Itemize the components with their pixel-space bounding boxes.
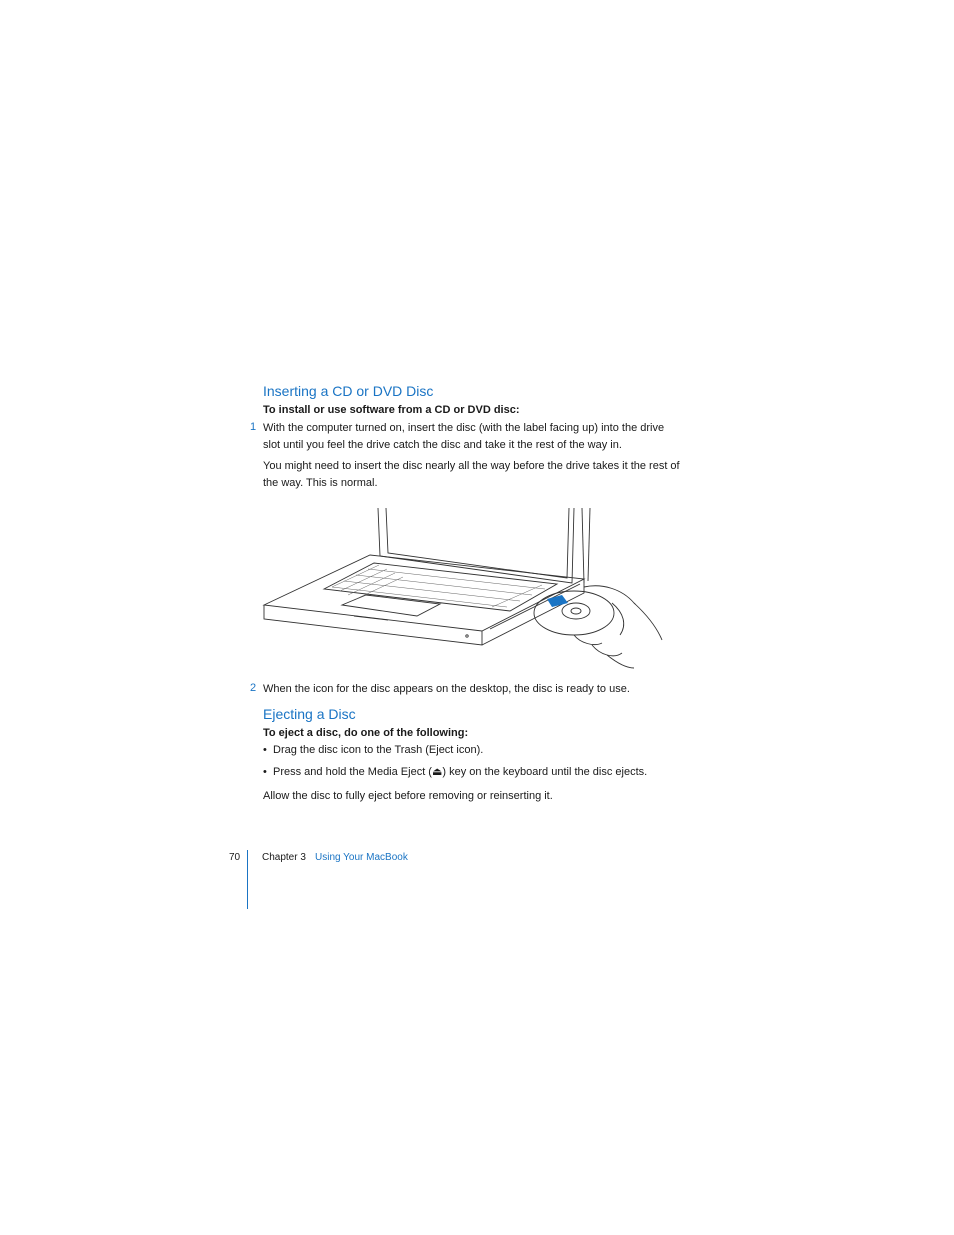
footer-chapter-title: Using Your MacBook bbox=[315, 852, 408, 863]
instruction-lead-install: To install or use software from a CD or DVD disc: bbox=[263, 404, 520, 416]
eject-bullet-2-text: Press and hold the Media Eject (⏏) key on the keyboard until the disc ejects. bbox=[273, 766, 648, 778]
step-1-text bbox=[263, 420, 708, 454]
step-1-line-2: slot until you feel the drive catch the disc and take it the rest of the way in. bbox=[263, 439, 622, 451]
step-2-text: When the icon for the disc appears on the desktop, the disc is ready to use. bbox=[263, 683, 630, 695]
page-number: 70 bbox=[229, 852, 241, 863]
eject-bullet-2 bbox=[263, 765, 647, 778]
disc-label-icon bbox=[547, 595, 568, 607]
laptop-disc-insert-illustration bbox=[262, 503, 667, 671]
section-heading-inserting: Inserting a CD or DVD Disc bbox=[263, 383, 434, 399]
step-number-1: 1 bbox=[250, 421, 257, 433]
instruction-lead-eject: To eject a disc, do one of the following: bbox=[263, 727, 469, 739]
insert-note-line-1: You might need to insert the disc nearly all the way before the drive takes it the rest of bbox=[263, 460, 680, 472]
insert-note bbox=[263, 458, 708, 492]
insert-note-line-2: the way. This is normal. bbox=[263, 477, 378, 489]
eject-bullet-1-text: Drag the disc icon to the Trash (Eject icon). bbox=[273, 744, 484, 756]
bullet-dot: • bbox=[263, 744, 267, 756]
step-1-line-1: With the computer turned on, insert the disc (with the label facing up) into the drive bbox=[263, 422, 665, 434]
bullet-dot: • bbox=[263, 766, 267, 778]
footer-chapter: Chapter 3 bbox=[262, 852, 306, 863]
eject-bullet-1 bbox=[263, 744, 483, 756]
eject-closing-note: Allow the disc to fully eject before removing or reinserting it. bbox=[263, 790, 553, 802]
step-number-2: 2 bbox=[250, 682, 257, 694]
section-heading-ejecting: Ejecting a Disc bbox=[263, 706, 356, 722]
footer-divider bbox=[247, 850, 248, 909]
